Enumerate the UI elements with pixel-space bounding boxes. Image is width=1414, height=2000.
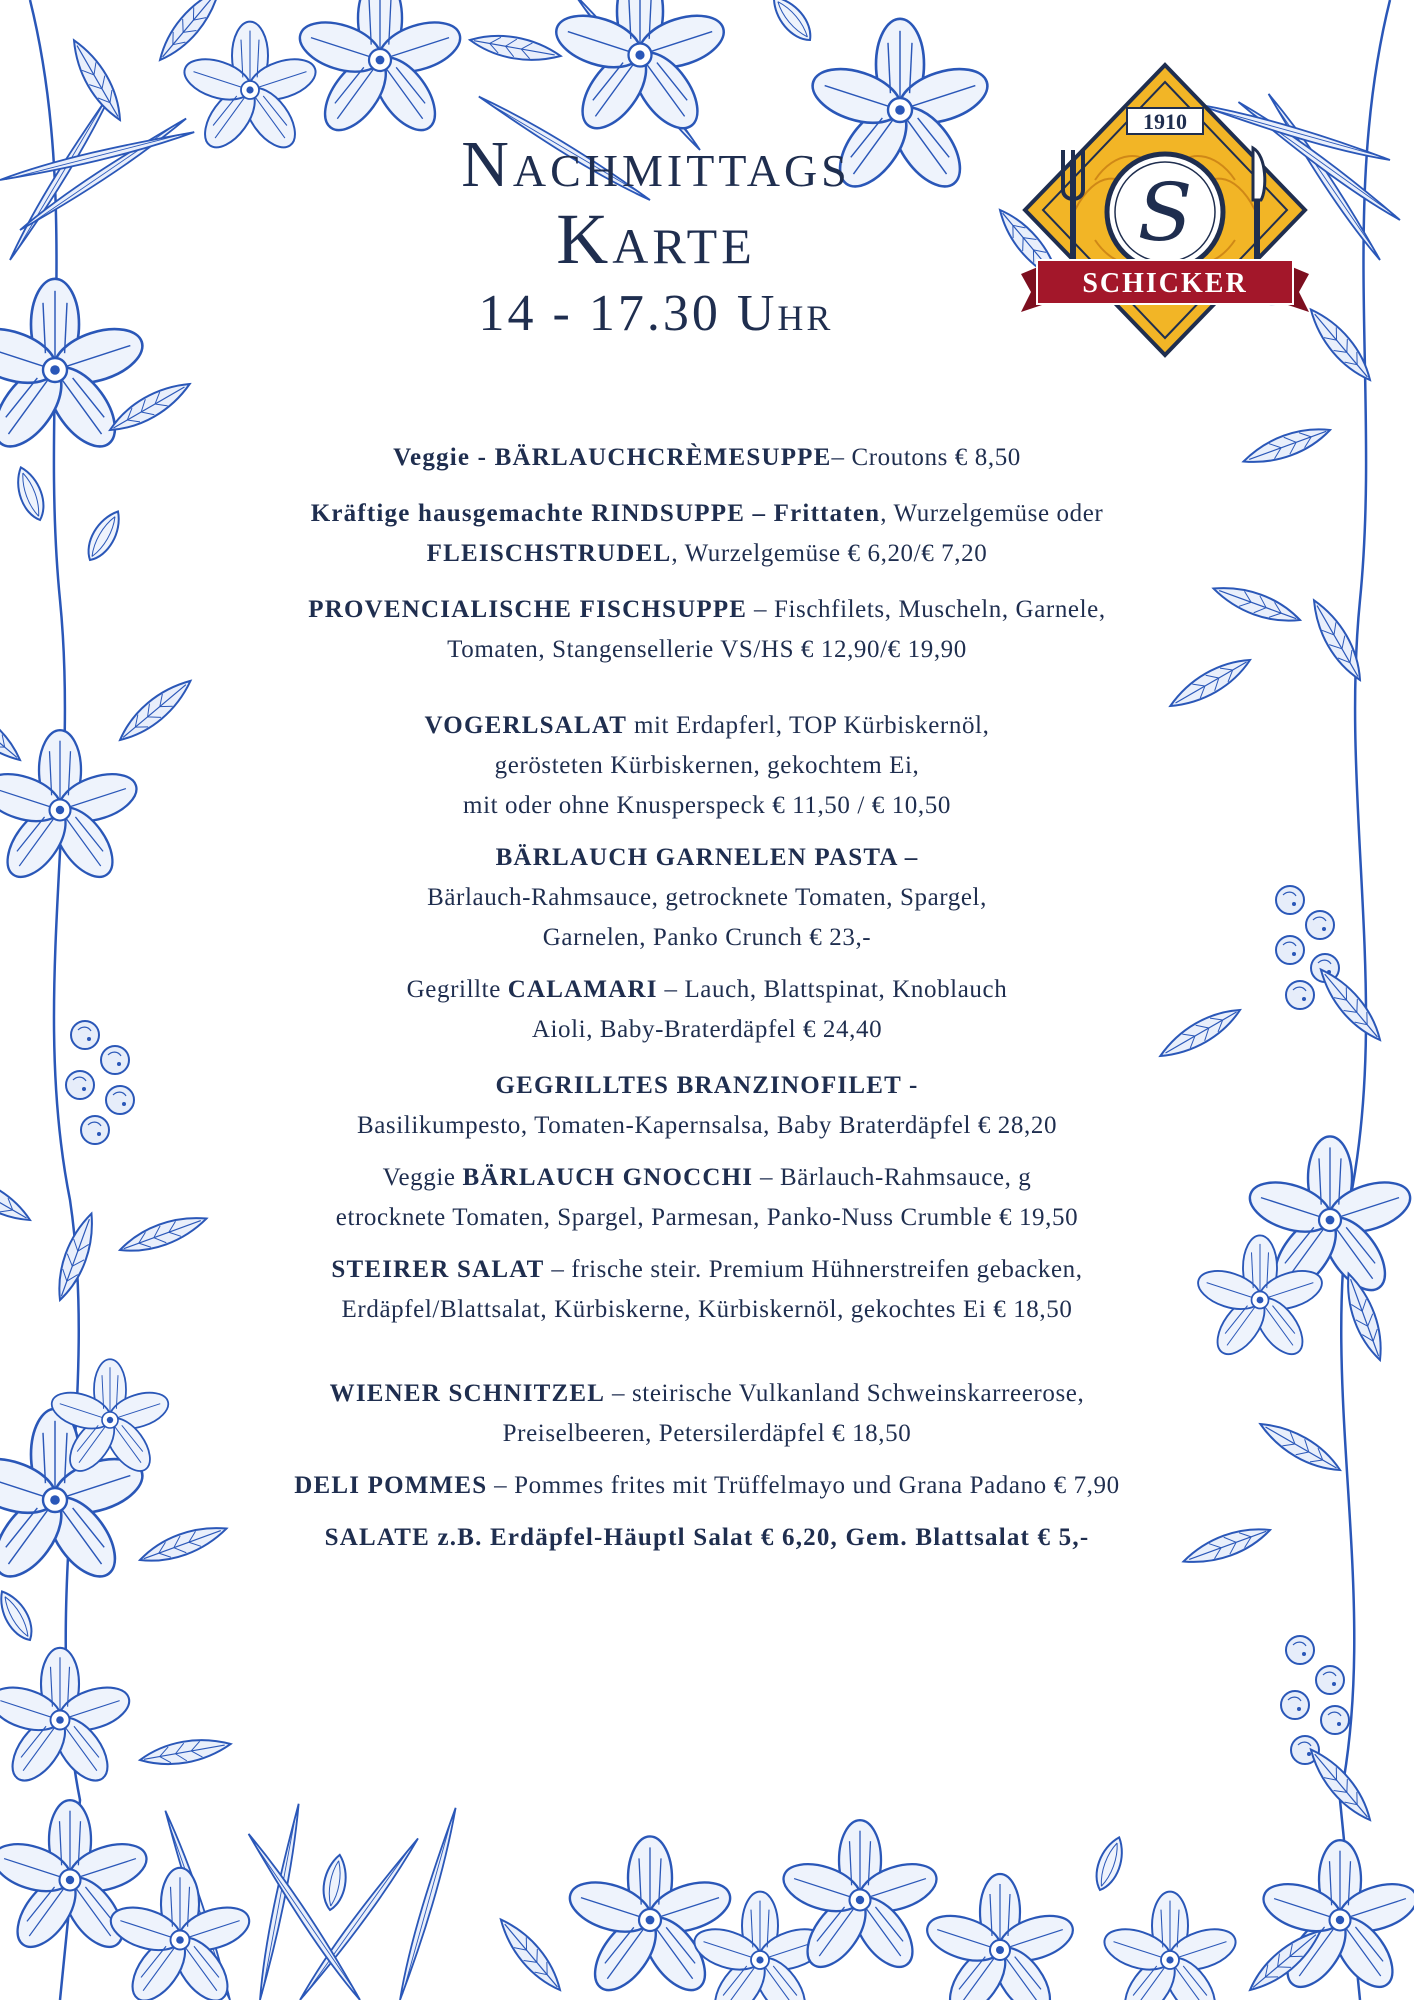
menu-item-line	[180, 1066, 1234, 1106]
dish-description: – Croutons € 8,50	[831, 444, 1021, 471]
logo-name: SCHICKER	[1082, 268, 1248, 299]
menu-item	[180, 1518, 1234, 1558]
menu-item-line	[180, 1106, 1234, 1146]
dish-description: – Pommes frites mit Trüffelmayo und Grana Padano € 7,90	[487, 1472, 1120, 1499]
dish-name: DELI POMMES	[294, 1472, 488, 1499]
menu-item	[180, 1466, 1234, 1506]
dish-description: mit Erdapferl, TOP Kürbiskernöl,	[627, 712, 990, 739]
dish-description: mit oder ohne Knusperspeck € 11,50 / € 10,50	[463, 792, 951, 819]
dish-description: – frische steir. Premium Hühnerstreifen gebacken,	[544, 1256, 1083, 1283]
menu-title	[300, 128, 1012, 346]
menu-item-line	[180, 786, 1234, 826]
dish-description: , Wurzelgemüse € 6,20/€ 7,20	[671, 540, 988, 567]
bottom-floral-edge	[105, 1803, 1327, 2000]
menu-item	[180, 970, 1234, 1050]
menu-item-line	[180, 1010, 1234, 1050]
menu-item-line	[180, 970, 1234, 1010]
menu-list	[180, 438, 1234, 1558]
menu-item-line	[180, 1414, 1234, 1454]
dish-description: Preiselbeeren, Petersilerdäpfel € 18,50	[502, 1420, 912, 1447]
dish-name: VOGERLSALAT	[424, 712, 628, 739]
dish-name: Kräftige hausgemachte RINDSUPPE – Frittaten	[310, 500, 881, 527]
menu-item	[180, 1158, 1234, 1238]
menu-item-line	[180, 918, 1234, 958]
dish-name: GEGRILLTES BRANZINOFILET -	[495, 1072, 919, 1099]
menu-item-line	[180, 706, 1234, 746]
dish-name: SALATE z.B. Erdäpfel-Häuptl Salat € 6,20, Gem. Blattsalat € 5,-	[324, 1524, 1090, 1551]
menu-item-line	[180, 1250, 1234, 1290]
dish-description: etrocknete Tomaten, Spargel, Parmesan, Panko-Nuss Crumble € 19,50	[335, 1204, 1079, 1231]
menu-item	[180, 590, 1234, 670]
dish-description: – Bärlauch-Rahmsauce, g	[753, 1164, 1032, 1191]
menu-item-line	[180, 838, 1234, 878]
dish-name: BÄRLAUCH GARNELEN PASTA –	[495, 844, 919, 871]
dish-name: STEIRER SALAT	[331, 1256, 545, 1283]
menu-item	[180, 706, 1234, 826]
dish-description: – Lauch, Blattspinat, Knoblauch	[657, 976, 1008, 1003]
title-line-karte: Karte	[556, 199, 756, 279]
dish-name: BÄRLAUCH GNOCCHI	[462, 1164, 754, 1191]
schicker-logo	[1015, 60, 1315, 360]
menu-item-line	[180, 1158, 1234, 1198]
menu-item	[180, 1374, 1234, 1454]
menu-item-line	[180, 1374, 1234, 1414]
menu-item-line	[180, 1290, 1234, 1330]
dish-description: Bärlauch-Rahmsauce, getrocknete Tomaten, Spargel,	[427, 884, 987, 911]
title-line-hours: 14 - 17.30 Uhr	[478, 285, 834, 342]
dish-description: – Fischfilets, Muscheln, Garnele,	[747, 596, 1106, 623]
dish-description: Gegrillte	[406, 976, 508, 1003]
dish-name: WIENER SCHNITZEL	[329, 1380, 606, 1407]
menu-item-line	[180, 1518, 1234, 1558]
dish-description: Veggie	[382, 1164, 463, 1191]
menu-item-line	[180, 1198, 1234, 1238]
menu-item-line	[180, 1466, 1234, 1506]
menu-item	[180, 1250, 1234, 1330]
dish-name: FLEISCHSTRUDEL	[426, 540, 672, 567]
title-line-nachmittags: Nachmittags	[461, 128, 851, 201]
menu-item-line	[180, 746, 1234, 786]
menu-item	[180, 438, 1234, 478]
menu-item-line	[180, 494, 1234, 534]
menu-item	[180, 838, 1234, 958]
logo-year: 1910	[1143, 109, 1187, 134]
dish-description: gerösteten Kürbiskernen, gekochtem Ei,	[494, 752, 920, 779]
dish-name: PROVENCIALISCHE FISCHSUPPE	[308, 596, 748, 623]
menu-item-line	[180, 534, 1234, 574]
dish-name: CALAMARI	[507, 976, 658, 1003]
dish-description: Aioli, Baby-Braterdäpfel € 24,40	[531, 1016, 883, 1043]
menu-item-line	[180, 438, 1234, 478]
menu-item	[180, 1066, 1234, 1146]
dish-description: Basilikumpesto, Tomaten-Kapernsalsa, Baby Braterdäpfel € 28,20	[356, 1112, 1058, 1139]
menu-item	[180, 494, 1234, 574]
dish-description: – steirische Vulkanland Schweinskarreerose,	[605, 1380, 1085, 1407]
dish-description: Garnelen, Panko Crunch € 23,-	[542, 924, 872, 951]
dish-description: , Wurzelgemüse oder	[880, 500, 1104, 527]
dish-description: Tomaten, Stangensellerie VS/HS € 12,90/€ 19,90	[447, 636, 967, 663]
dish-description: Erdäpfel/Blattsalat, Kürbiskerne, Kürbiskernöl, gekochtes Ei € 18,50	[341, 1296, 1073, 1323]
menu-item-line	[180, 590, 1234, 630]
menu-item-line	[180, 630, 1234, 670]
logo-monogram: S	[1137, 166, 1193, 259]
menu-item-line	[180, 878, 1234, 918]
dish-name: Veggie - BÄRLAUCHCRÈMESUPPE	[393, 444, 832, 471]
